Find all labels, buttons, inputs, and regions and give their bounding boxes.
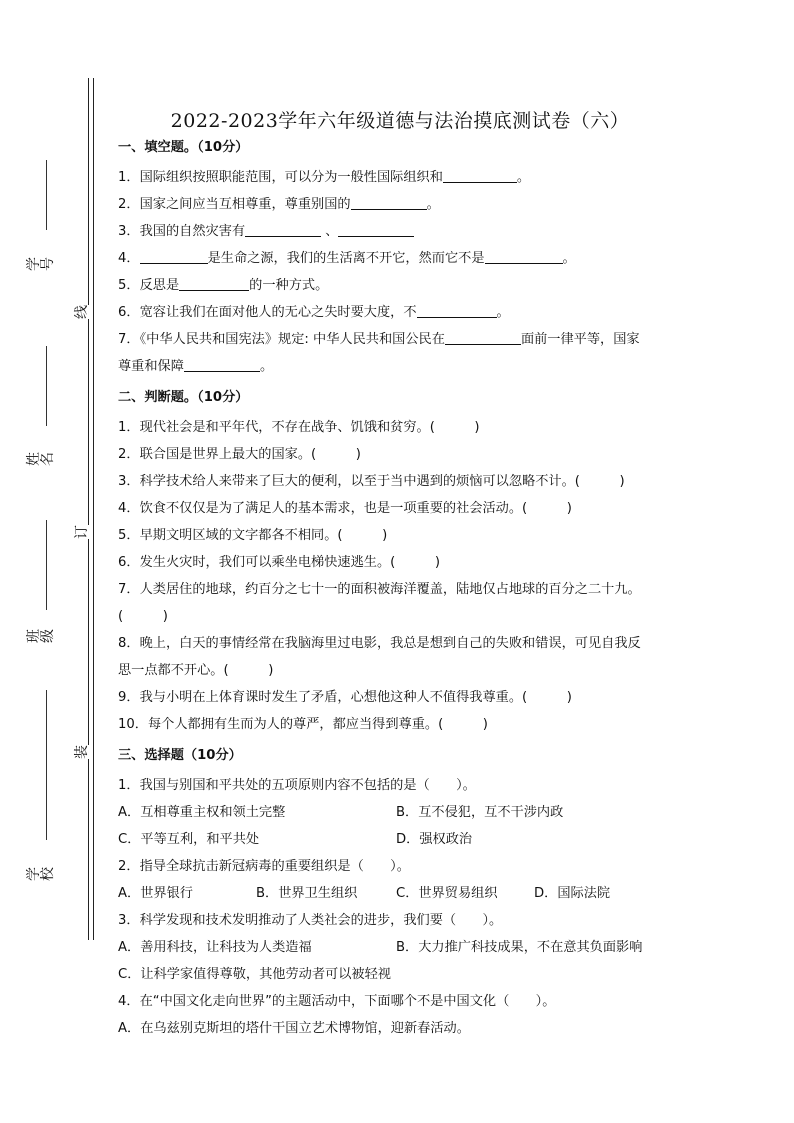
fill-item-5	[118, 272, 688, 299]
answer-blank[interactable]	[351, 195, 427, 210]
fill-item-7-cont	[118, 353, 688, 380]
fill-item-text: 7．《中华人民共和国宪法》规定: 中华人民共和国公民在	[118, 332, 445, 347]
judge-item: 6．发生火灾时，我们可以乘坐电梯快速逃生。( )	[118, 555, 440, 570]
answer-blank[interactable]	[338, 222, 414, 237]
judge-item: 9．我与小明在上体育课时发生了矛盾，心想他这种人不值得我尊重。( )	[118, 690, 572, 705]
choice-options-row	[118, 880, 688, 907]
fill-item-text: 。	[516, 170, 531, 185]
fill-item-text: 6．宽容让我们在面对他人的无心之失时要大度，不	[118, 305, 417, 320]
section-1-heading: 一、填空题。（10分）	[118, 140, 249, 155]
fill-item-text: 4．	[118, 251, 140, 266]
section-2-heading: 二、判断题。（10分）	[118, 390, 249, 405]
fill-item-text: 。	[562, 251, 576, 266]
fill-item-3	[118, 218, 688, 245]
binding-char-ding: 订	[69, 525, 93, 539]
answer-blank[interactable]	[245, 222, 321, 237]
judge-item: 1．现代社会是和平年代，不存在战争、饥饿和贫穷。( )	[118, 420, 480, 435]
answer-blank[interactable]	[485, 249, 563, 264]
choice-option[interactable]: D．国际法院	[534, 886, 611, 901]
answer-blank[interactable]	[140, 249, 208, 264]
fill-item-1	[118, 164, 688, 191]
choice-option[interactable]: D．强权政治	[396, 832, 473, 847]
answer-blank[interactable]	[417, 303, 497, 318]
choice-question-4: 4．在“中国文化走向世界”的主题活动中，下面哪个不是中国文化（ ）。	[118, 994, 556, 1009]
binding-char-zhuang: 装	[69, 745, 93, 759]
choice-option[interactable]: B．大力推广科技成果，不在意其负面影响	[396, 940, 643, 955]
school-label: 学校	[26, 867, 56, 881]
choice-option[interactable]: C．让科学家值得尊敬，其他劳动者可以被轻视	[118, 967, 391, 982]
choice-question-1: 1．我国与别国和平共处的五项原则内容不包括的是（ ）。	[118, 778, 476, 793]
judge-item-cont: 思一点都不开心。( )	[118, 663, 274, 678]
fill-item-text: 2．国家之间应当互相尊重，尊重别国的	[118, 197, 351, 212]
binding-line-inner	[93, 78, 94, 940]
fill-item-text: 。	[496, 305, 510, 320]
choice-option[interactable]: B．互不侵犯，互不干涉内政	[396, 805, 564, 820]
name-line[interactable]	[46, 346, 47, 426]
section-3-heading: 三、选择题（10分）	[118, 748, 242, 763]
choice-options-row	[118, 799, 688, 826]
judge-item-cont: ( )	[118, 609, 168, 624]
judge-item: 2．联合国是世界上最大的国家。( )	[118, 447, 361, 462]
fill-item-text: 是生命之源，我们的生活离不开它，然而它不是	[207, 251, 485, 266]
choice-option[interactable]: A．互相尊重主权和领土完整	[118, 805, 286, 820]
binding-char-xian: 线	[69, 305, 93, 319]
choice-question-3: 3．科学发现和技术发明推动了人类社会的进步，我们要（ ）。	[118, 913, 503, 928]
fill-item-text: 的一种方式。	[249, 278, 329, 293]
fill-item-text: 、	[325, 224, 339, 239]
fill-item-text: 3．我国的自然灾害有	[118, 224, 246, 239]
fill-item-4	[118, 245, 688, 272]
choice-option[interactable]: A．在乌兹别克斯坦的塔什干国立艺术博物馆，迎新春活动。	[118, 1021, 470, 1036]
choice-options-row	[118, 826, 688, 853]
school-line[interactable]	[46, 690, 47, 840]
fill-item-text: 。	[259, 359, 274, 374]
class-line[interactable]	[46, 520, 47, 610]
choice-option[interactable]: B．世界卫生组织	[256, 886, 358, 901]
student-id-line[interactable]	[46, 160, 47, 230]
fill-item-6	[118, 299, 688, 326]
fill-item-text: 面前一律平等，国家	[520, 332, 640, 347]
fill-item-text: 1．国际组织按照职能范围，可以分为一般性国际组织和	[118, 170, 443, 185]
choice-option[interactable]: A．善用科技，让科技为人类造福	[118, 940, 312, 955]
exam-title: 2022-2023学年六年级道德与法治摸底测试卷（六）	[170, 110, 630, 132]
choice-question-2: 2．指导全球抗击新冠病毒的重要组织是（ ）。	[118, 859, 410, 874]
judge-item: 7．人类居住的地球，约百分之七十一的面积被海洋覆盖，陆地仅占地球的百分之二十九。	[118, 582, 641, 597]
fill-item-text: 5．反思是	[118, 278, 180, 293]
judge-item: 8．晚上，白天的事情经常在我脑海里过电影，我总是想到自己的失败和错误，可见自我反	[118, 636, 641, 651]
name-label: 姓名	[26, 452, 56, 466]
exam-content	[118, 136, 688, 1042]
fill-item-7	[118, 326, 688, 353]
judge-item: 10．每个人都拥有生而为人的尊严，都应当得到尊重。( )	[118, 717, 488, 732]
choice-option[interactable]: A．世界银行	[118, 886, 193, 901]
answer-blank[interactable]	[179, 276, 249, 291]
binding-line-outer	[88, 78, 89, 940]
judge-item: 4．饮食不仅仅是为了满足人的基本需求，也是一项重要的社会活动。( )	[118, 501, 572, 516]
choice-options-row	[118, 934, 688, 961]
answer-blank[interactable]	[445, 330, 521, 345]
fill-item-2	[118, 191, 688, 218]
judge-item: 5．早期文明区域的文字都各不相同。( )	[118, 528, 388, 543]
fill-item-text: 。	[426, 197, 440, 212]
choice-option[interactable]: C．平等互利，和平共处	[118, 832, 260, 847]
answer-blank[interactable]	[443, 168, 517, 183]
judge-item: 3．科学技术给人来带来了巨大的便利，以至于当中遇到的烦恼可以忽略不计。( )	[118, 474, 625, 489]
class-label: 班级	[26, 629, 56, 643]
fill-item-text: 尊重和保障	[118, 359, 184, 374]
student-id-label: 学号	[26, 257, 56, 271]
answer-blank[interactable]	[184, 357, 260, 372]
choice-option[interactable]: C．世界贸易组织	[396, 886, 498, 901]
